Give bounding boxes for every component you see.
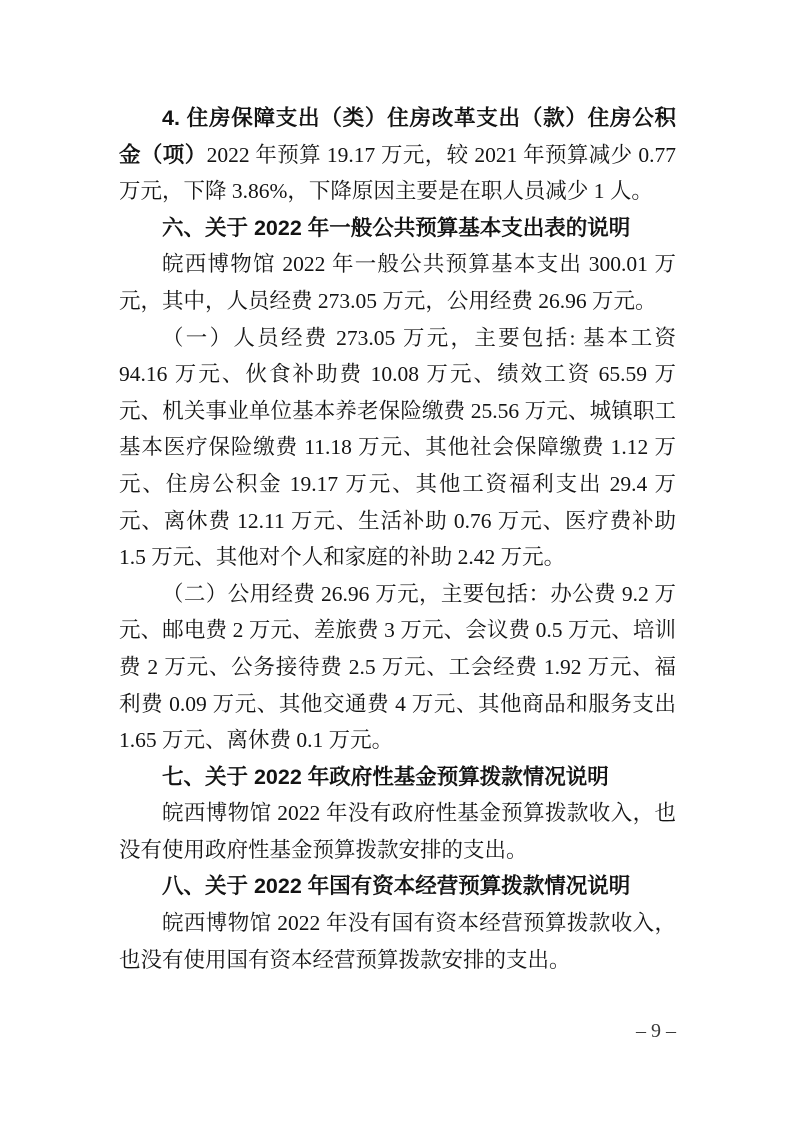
housing-security-bold-lead: 4. 住房保障支出（类）住房改革支出（款）住房公积金（项） (119, 106, 676, 167)
paragraph-gov-fund-budget: 皖西博物馆 2022 年没有政府性基金预算拨款收入，也没有使用政府性基金预算拨款安排的支出。 (119, 801, 676, 862)
section-heading-six: 六、关于 2022 年一般公共预算基本支出表的说明 (162, 215, 631, 240)
paragraph-state-capital-budget: 皖西博物馆 2022 年没有国有资本经营预算拨款收入，也没有使用国有资本经营预算拨款安排的支出。 (119, 911, 676, 972)
paragraph-personnel-funds: （一）人员经费 273.05 万元，主要包括: 基本工资 94.16 万元、伙食补助费 10.08 万元、绩效工资 65.59 万元、机关事业单位基本养老保险缴费 25.56 万元、城镇职工基本医疗保险缴费 11.18 万元、其他社会保障缴费 1.12 万元、住房公积金 19.17 万元、其他工资福利支出 29.4 万元、离休费 12.11 万元、生活补助 0.76 万元、医疗费补助 1.5 万元、其他对个人和家庭的补助 2.42 万元。 (119, 325, 676, 570)
paragraph-basic-expenditure-total: 皖西博物馆 2022 年一般公共预算基本支出 300.01 万元，其中，人员经费 273.05 万元，公用经费 26.96 万元。 (119, 252, 676, 313)
housing-security-text: 2022 年预算 19.17 万元，较 2021 年预算减少 0.77 万元，下降 3.86%，下降原因主要是在职人员减少 1 人。 (119, 142, 676, 204)
section-heading-seven: 七、关于 2022 年政府性基金预算拨款情况说明 (162, 764, 609, 789)
document-body (119, 100, 676, 978)
paragraph-public-funds: （二）公用经费 26.96 万元，主要包括：办公费 9.2 万元、邮电费 2 万元、差旅费 3 万元、会议费 0.5 万元、培训费 2 万元、公务接待费 2.5 万元、工会经费 1.92 万元、福利费 0.09 万元、其他交通费 4 万元、其他商品和服务支出 1.65 万元、离休费 0.1 万元。 (119, 581, 676, 753)
page-number: – 9 – (636, 1020, 676, 1042)
section-heading-eight: 八、关于 2022 年国有资本经营预算拨款情况说明 (162, 874, 631, 899)
paragraph-housing-security (119, 100, 676, 210)
